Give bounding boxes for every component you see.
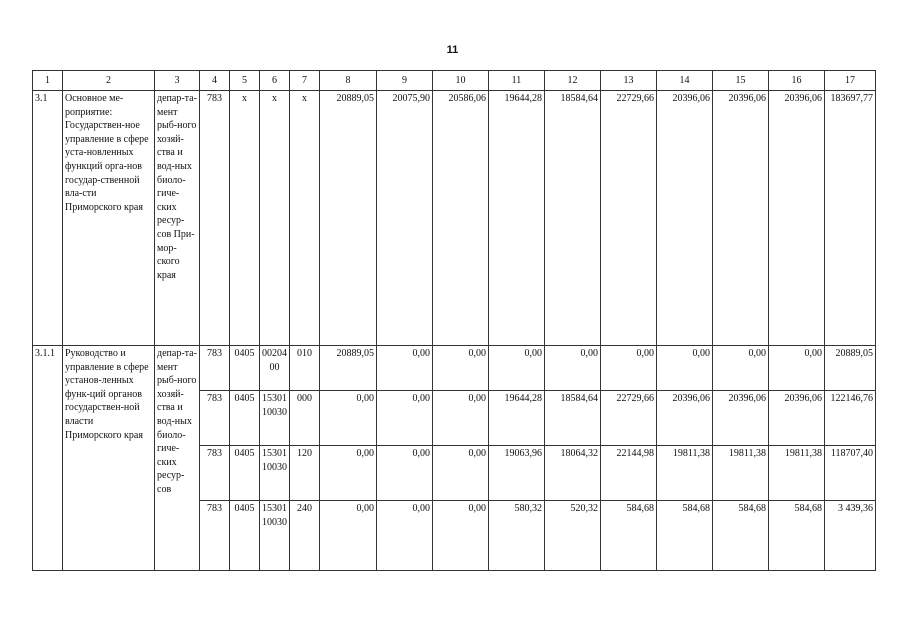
value-cell: 19644,28: [489, 91, 545, 346]
value-cell: 584,68: [601, 501, 657, 571]
header-row: [33, 71, 876, 91]
value-cell: 20396,06: [769, 91, 825, 346]
expense-type-code: х: [290, 91, 320, 346]
section-code: х: [230, 91, 260, 346]
value-cell: 19063,96: [489, 446, 545, 501]
header-cell: 16: [769, 71, 825, 91]
header-cell: 12: [545, 71, 601, 91]
value-cell: 19644,28: [489, 391, 545, 446]
header-cell: 14: [657, 71, 713, 91]
header-cell: 15: [713, 71, 769, 91]
value-cell: 0,00: [433, 346, 489, 391]
section-code: 0405: [230, 391, 260, 446]
value-cell: 0,00: [433, 391, 489, 446]
value-cell: 580,32: [489, 501, 545, 571]
target-article-code: 1530110030: [260, 446, 290, 501]
table-row-3-1-1: [33, 346, 876, 391]
total-cell: 3 439,36: [825, 501, 876, 571]
value-cell: 584,68: [657, 501, 713, 571]
header-cell: 1: [33, 71, 63, 91]
header-cell: 5: [230, 71, 260, 91]
header-cell: 13: [601, 71, 657, 91]
header-cell: 17: [825, 71, 876, 91]
header-cell: 4: [200, 71, 230, 91]
value-cell: 18584,64: [545, 91, 601, 346]
header-cell: 7: [290, 71, 320, 91]
value-cell: 19811,38: [713, 446, 769, 501]
value-cell: 0,00: [320, 501, 377, 571]
value-cell: 20396,06: [713, 91, 769, 346]
value-cell: 20396,06: [657, 91, 713, 346]
value-cell: 0,00: [320, 446, 377, 501]
value-cell: 18064,32: [545, 446, 601, 501]
value-cell: 0,00: [713, 346, 769, 391]
row-code: 3.1.1: [33, 346, 63, 571]
target-article-code: х: [260, 91, 290, 346]
value-cell: 0,00: [433, 501, 489, 571]
value-cell: 0,00: [377, 446, 433, 501]
value-cell: 20889,05: [320, 91, 377, 346]
section-code: 0405: [230, 346, 260, 391]
grbs-code: 783: [200, 446, 230, 501]
grbs-code: 783: [200, 91, 230, 346]
target-article-code: 1530110030: [260, 501, 290, 571]
grbs-code: 783: [200, 391, 230, 446]
header-cell: 6: [260, 71, 290, 91]
expense-type-code: 010: [290, 346, 320, 391]
value-cell: 0,00: [377, 391, 433, 446]
executor: депар-та-мент рыб-ного хозяй-ства и вод-ных биоло-гиче-ских ресур-сов При-мор-ского края: [155, 91, 200, 346]
grbs-code: 783: [200, 346, 230, 391]
activity-name: Основное ме-роприятие: Государствен-ное управление в сфере уста-новленных функций орга-нов государ-ственной вла-сти Приморского края: [63, 91, 155, 346]
table-row-3-1: [33, 91, 876, 346]
value-cell: 20586,06: [433, 91, 489, 346]
header-cell: 8: [320, 71, 377, 91]
value-cell: 0,00: [433, 446, 489, 501]
executor: депар-та-мент рыб-ного хозяй-ства и вод-ных биоло-гиче-ских ресур-сов: [155, 346, 200, 571]
header-cell: 3: [155, 71, 200, 91]
total-cell: 118707,40: [825, 446, 876, 501]
value-cell: 0,00: [377, 501, 433, 571]
header-cell: 9: [377, 71, 433, 91]
value-cell: 520,32: [545, 501, 601, 571]
value-cell: 0,00: [489, 346, 545, 391]
value-cell: 0,00: [769, 346, 825, 391]
section-code: 0405: [230, 501, 260, 571]
value-cell: 0,00: [657, 346, 713, 391]
total-cell: 183697,77: [825, 91, 876, 346]
value-cell: 0,00: [601, 346, 657, 391]
target-article-code: 1530110030: [260, 391, 290, 446]
expense-type-code: 000: [290, 391, 320, 446]
value-cell: 19811,38: [769, 446, 825, 501]
value-cell: 584,68: [713, 501, 769, 571]
value-cell: 20396,06: [769, 391, 825, 446]
header-cell: 11: [489, 71, 545, 91]
value-cell: 19811,38: [657, 446, 713, 501]
target-article-code: 0020400: [260, 346, 290, 391]
value-cell: 0,00: [377, 346, 433, 391]
value-cell: 22729,66: [601, 91, 657, 346]
value-cell: 18584,64: [545, 391, 601, 446]
row-code: 3.1: [33, 91, 63, 346]
activity-name: Руководство и управление в сфере установ-ленных функ-ций органов государствен-ной власти Приморского края: [63, 346, 155, 571]
budget-table: [32, 70, 876, 571]
value-cell: 0,00: [320, 391, 377, 446]
value-cell: 22144,98: [601, 446, 657, 501]
header-cell: 10: [433, 71, 489, 91]
total-cell: 20889,05: [825, 346, 876, 391]
section-code: 0405: [230, 446, 260, 501]
value-cell: 20075,90: [377, 91, 433, 346]
header-cell: 2: [63, 71, 155, 91]
expense-type-code: 240: [290, 501, 320, 571]
expense-type-code: 120: [290, 446, 320, 501]
value-cell: 0,00: [545, 346, 601, 391]
value-cell: 20396,06: [657, 391, 713, 446]
grbs-code: 783: [200, 501, 230, 571]
total-cell: 122146,76: [825, 391, 876, 446]
value-cell: 584,68: [769, 501, 825, 571]
value-cell: 20396,06: [713, 391, 769, 446]
value-cell: 22729,66: [601, 391, 657, 446]
value-cell: 20889,05: [320, 346, 377, 391]
page-number: 11: [446, 44, 459, 56]
